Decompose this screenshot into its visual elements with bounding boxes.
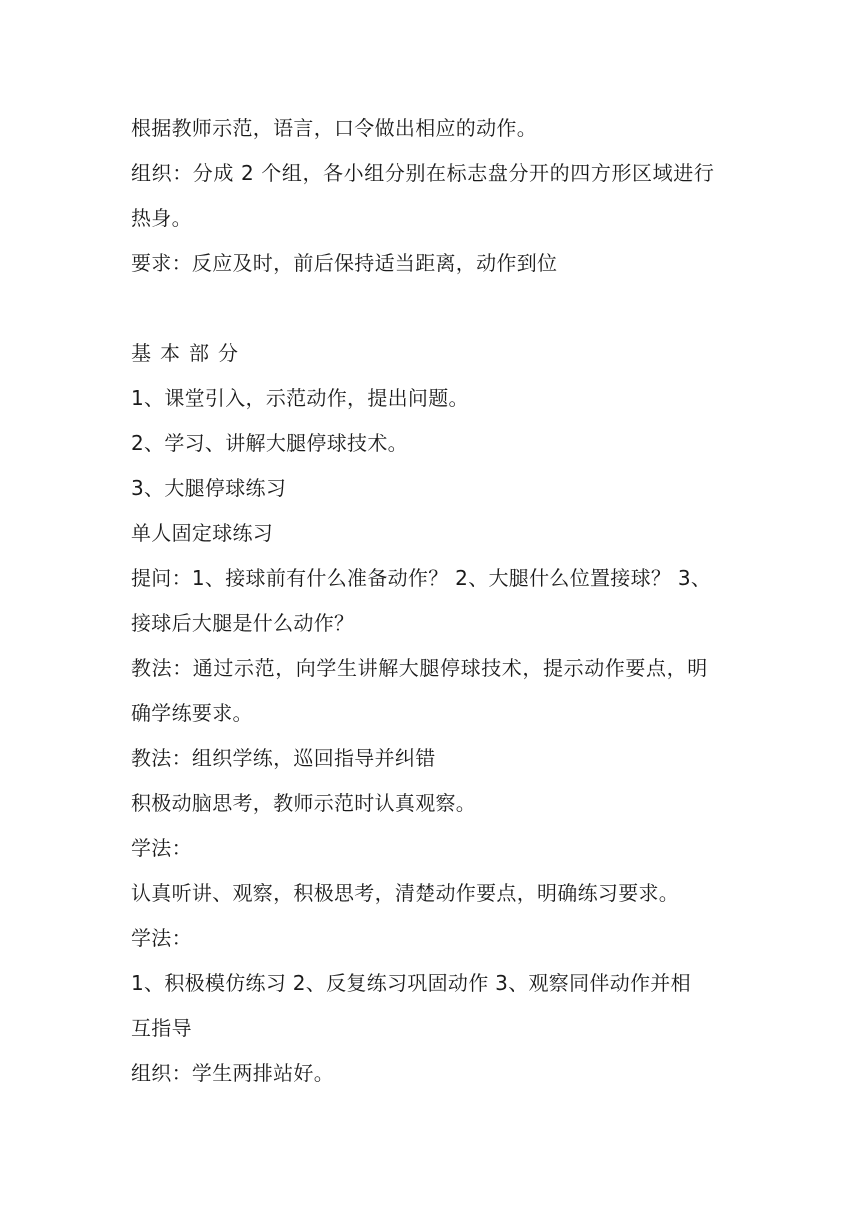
main-line-13: 学法： bbox=[131, 926, 192, 950]
main-line-8: 确学练要求。 bbox=[131, 701, 253, 725]
blank-line bbox=[131, 286, 741, 331]
main-line-6: 接球后大腿是什么动作？ bbox=[131, 611, 355, 635]
section-title: 基本部分 bbox=[131, 341, 247, 365]
main-line-11: 学法： bbox=[131, 836, 192, 860]
document-body bbox=[131, 106, 741, 1096]
main-line-2: 2、学习、讲解大腿停球技术。 bbox=[131, 431, 408, 455]
main-line-15: 互指导 bbox=[131, 1016, 192, 1040]
main-line-14: 1、积极模仿练习 2、反复练习巩固动作 3、观察同伴动作并相 bbox=[131, 971, 691, 995]
main-line-5: 提问：1、接球前有什么准备动作？ 2、大腿什么位置接球？ 3、 bbox=[131, 566, 712, 590]
main-line-16: 组织：学生两排站好。 bbox=[131, 1061, 334, 1085]
main-line-9: 教法：组织学练，巡回指导并纠错 bbox=[131, 746, 436, 770]
warmup-line-2: 组织：分成 2 个组，各小组分别在标志盘分开的四方形区域进行 bbox=[131, 161, 715, 185]
main-line-1: 1、课堂引入，示范动作，提出问题。 bbox=[131, 386, 469, 410]
main-line-12: 认真听讲、观察，积极思考，清楚动作要点，明确练习要求。 bbox=[131, 881, 680, 905]
main-line-7: 教法：通过示范，向学生讲解大腿停球技术，提示动作要点，明 bbox=[131, 656, 708, 680]
warmup-line-4: 要求：反应及时，前后保持适当距离，动作到位 bbox=[131, 251, 558, 275]
warmup-line-1: 根据教师示范，语言，口令做出相应的动作。 bbox=[131, 116, 537, 140]
main-line-10: 积极动脑思考，教师示范时认真观察。 bbox=[131, 791, 477, 815]
warmup-line-3: 热身。 bbox=[131, 206, 192, 230]
main-line-4: 单人固定球练习 bbox=[131, 521, 274, 545]
main-line-3: 3、大腿停球练习 bbox=[131, 476, 287, 500]
